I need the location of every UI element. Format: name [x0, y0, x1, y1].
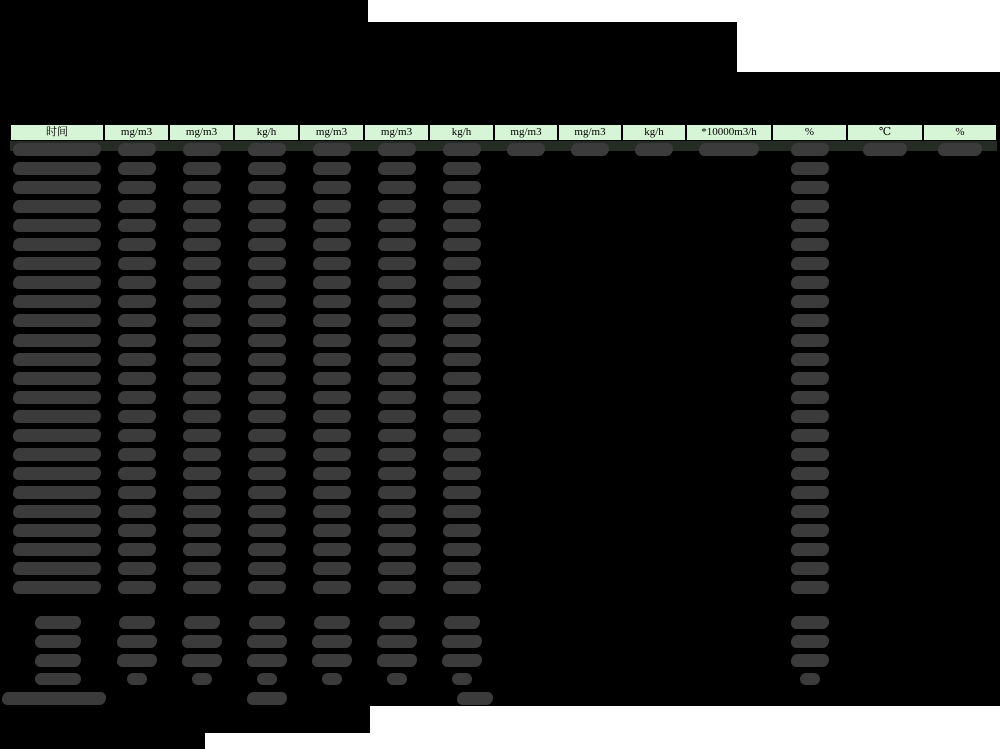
redacted-cell-value [183, 429, 221, 442]
redacted-cell-value [378, 143, 416, 156]
redacted-cell-value [377, 635, 417, 648]
redacted-cell-value [443, 410, 481, 423]
redacted-cell-value [183, 295, 221, 308]
redacted-cell-value [791, 429, 829, 442]
redacted-cell-value [248, 238, 286, 251]
redacted-cell-value [248, 295, 286, 308]
redacted-cell-value [13, 391, 101, 404]
redacted-cell-value [118, 200, 156, 213]
redacted-cell-value [118, 372, 156, 385]
redacted-cell-value [378, 391, 416, 404]
redacted-cell-value [118, 238, 156, 251]
redacted-cell-value [377, 654, 417, 667]
redacted-cell-value [183, 562, 221, 575]
header-cell-col7[interactable]: kg/h [429, 123, 494, 142]
redacted-cell-value [248, 219, 286, 232]
redacted-cell-value [378, 334, 416, 347]
redacted-cell-value [791, 524, 829, 537]
redacted-cell-value [791, 181, 829, 194]
redacted-cell-value [313, 219, 351, 232]
redacted-cell-value [378, 257, 416, 270]
redacted-cell-value [127, 673, 147, 685]
redacted-cell-value [248, 162, 286, 175]
under-header-band [10, 141, 997, 151]
redacted-cell-value [248, 543, 286, 556]
redacted-cell-value [13, 429, 101, 442]
redacted-cell-value [118, 543, 156, 556]
redacted-cell-value [791, 334, 829, 347]
redacted-cell-value [791, 162, 829, 175]
redacted-cell-value [378, 581, 416, 594]
redacted-cell-value [313, 238, 351, 251]
redacted-cell-value [183, 276, 221, 289]
redacted-cell-value [443, 295, 481, 308]
redacted-cell-value [791, 635, 829, 648]
redacted-cell-value [313, 410, 351, 423]
redacted-cell-value [800, 673, 820, 685]
redacted-cell-value [118, 448, 156, 461]
redacted-cell-value [313, 314, 351, 327]
header-cell-col9[interactable]: mg/m3 [558, 123, 622, 142]
redacted-cell-value [791, 314, 829, 327]
redacted-cell-value [118, 410, 156, 423]
header-cell-col10[interactable]: kg/h [622, 123, 686, 142]
redacted-cell-value [13, 581, 101, 594]
redacted-cell-value [248, 181, 286, 194]
redacted-cell-value [791, 372, 829, 385]
redacted-cell-value [443, 448, 481, 461]
redacted-cell-value [13, 486, 101, 499]
redacted-cell-value [183, 143, 221, 156]
redacted-cell-value [457, 692, 493, 705]
redacted-cell-value [378, 162, 416, 175]
redacted-cell-value [118, 295, 156, 308]
sheet-background-top-middle [368, 0, 737, 22]
redacted-cell-value [313, 429, 351, 442]
redacted-cell-value [248, 524, 286, 537]
redacted-cell-value [635, 143, 673, 156]
redacted-cell-value [13, 505, 101, 518]
redacted-cell-value [314, 616, 350, 629]
redacted-cell-value [248, 581, 286, 594]
redacted-cell-value [118, 581, 156, 594]
redacted-cell-value [118, 524, 156, 537]
redacted-cell-value [791, 448, 829, 461]
redacted-cell-value [443, 200, 481, 213]
redacted-cell-value [183, 372, 221, 385]
redacted-cell-value [443, 391, 481, 404]
redacted-cell-value [938, 143, 982, 156]
redacted-cell-value [452, 673, 472, 685]
redacted-cell-value [13, 334, 101, 347]
redacted-cell-value [118, 219, 156, 232]
redacted-cell-value [791, 467, 829, 480]
header-cell-col14[interactable]: % [923, 123, 997, 142]
redacted-cell-value [183, 410, 221, 423]
redacted-cell-value [443, 524, 481, 537]
redacted-cell-value [118, 429, 156, 442]
redacted-cell-value [443, 372, 481, 385]
redacted-cell-value [571, 143, 609, 156]
redacted-cell-value [863, 143, 907, 156]
redacted-cell-value [13, 257, 101, 270]
redacted-cell-value [118, 334, 156, 347]
redacted-cell-value [791, 543, 829, 556]
redacted-cell-value [13, 562, 101, 575]
redacted-cell-value [183, 334, 221, 347]
redacted-cell-value [443, 581, 481, 594]
redacted-cell-value [378, 410, 416, 423]
redacted-cell-value [118, 391, 156, 404]
redacted-cell-value [2, 692, 106, 705]
redacted-cell-value [183, 524, 221, 537]
redacted-cell-value [183, 238, 221, 251]
redacted-cell-value [118, 162, 156, 175]
redacted-cell-value [791, 238, 829, 251]
redacted-cell-value [118, 143, 156, 156]
redacted-cell-value [192, 673, 212, 685]
redacted-cell-value [443, 353, 481, 366]
redacted-cell-value [248, 143, 286, 156]
redacted-cell-value [182, 635, 222, 648]
redacted-cell-value [183, 543, 221, 556]
redacted-cell-value [378, 295, 416, 308]
redacted-cell-value [312, 635, 352, 648]
redacted-cell-value [248, 314, 286, 327]
redacted-cell-value [443, 257, 481, 270]
redacted-cell-value [184, 616, 220, 629]
redacted-cell-value [791, 505, 829, 518]
redacted-cell-value [248, 334, 286, 347]
redacted-cell-value [117, 654, 157, 667]
redacted-cell-value [791, 581, 829, 594]
redacted-cell-value [791, 143, 829, 156]
redacted-cell-value [443, 276, 481, 289]
sheet-background-bottom-right [370, 706, 1000, 749]
redacted-cell-value [35, 673, 81, 685]
redacted-cell-value [248, 353, 286, 366]
header-cell-col6[interactable]: mg/m3 [364, 123, 429, 142]
redacted-cell-value [13, 353, 101, 366]
redacted-cell-value [247, 654, 287, 667]
redacted-cell-value [13, 467, 101, 480]
redacted-cell-value [791, 257, 829, 270]
redacted-cell-value [443, 314, 481, 327]
redacted-cell-value [313, 448, 351, 461]
redacted-cell-value [13, 314, 101, 327]
redacted-cell-value [791, 486, 829, 499]
redacted-cell-value [183, 391, 221, 404]
redacted-cell-value [118, 562, 156, 575]
redacted-cell-value [313, 295, 351, 308]
redacted-cell-value [118, 467, 156, 480]
redacted-cell-value [183, 581, 221, 594]
redacted-cell-value [248, 448, 286, 461]
redacted-cell-value [13, 162, 101, 175]
redacted-cell-value [118, 314, 156, 327]
redacted-cell-value [378, 314, 416, 327]
sheet-background-top-right [737, 0, 1000, 72]
redacted-cell-value [378, 562, 416, 575]
redacted-cell-value [378, 429, 416, 442]
redacted-cell-value [791, 654, 829, 667]
redacted-cell-value [378, 524, 416, 537]
redacted-cell-value [183, 467, 221, 480]
redacted-cell-value [248, 410, 286, 423]
redacted-cell-value [183, 505, 221, 518]
redacted-cell-value [378, 448, 416, 461]
redacted-cell-value [35, 616, 81, 629]
redacted-cell-value [13, 543, 101, 556]
redacted-cell-value [444, 616, 480, 629]
redacted-cell-value [378, 276, 416, 289]
redacted-cell-value [183, 448, 221, 461]
redacted-cell-value [313, 162, 351, 175]
redacted-cell-value [257, 673, 277, 685]
redacted-cell-value [443, 467, 481, 480]
redacted-cell-value [118, 505, 156, 518]
redacted-cell-value [378, 486, 416, 499]
redacted-cell-value [313, 200, 351, 213]
redacted-cell-value [313, 372, 351, 385]
redacted-cell-value [313, 543, 351, 556]
redacted-cell-value [183, 219, 221, 232]
redacted-cell-value [387, 673, 407, 685]
redacted-cell-value [378, 200, 416, 213]
redacted-cell-value [183, 486, 221, 499]
redacted-cell-value [313, 181, 351, 194]
redacted-cell-value [379, 616, 415, 629]
redacted-cell-value [791, 391, 829, 404]
redacted-cell-value [313, 467, 351, 480]
redacted-cell-value [248, 486, 286, 499]
redacted-cell-value [248, 505, 286, 518]
redacted-cell-value [118, 353, 156, 366]
redacted-cell-value [248, 562, 286, 575]
redacted-cell-value [248, 257, 286, 270]
header-cell-col2[interactable]: mg/m3 [104, 123, 169, 142]
redacted-cell-value [699, 143, 759, 156]
header-cell-col3[interactable]: mg/m3 [169, 123, 234, 142]
redacted-cell-value [443, 543, 481, 556]
redacted-cell-value [378, 505, 416, 518]
redacted-cell-value [791, 276, 829, 289]
redacted-cell-value [117, 635, 157, 648]
redacted-cell-value [13, 410, 101, 423]
redacted-cell-value [313, 562, 351, 575]
redacted-cell-value [791, 219, 829, 232]
redacted-cell-value [443, 238, 481, 251]
redacted-cell-value [443, 505, 481, 518]
redacted-cell-value [313, 257, 351, 270]
redacted-cell-value [247, 635, 287, 648]
redacted-cell-value [35, 635, 81, 648]
header-cell-col13[interactable]: ℃ [847, 123, 923, 142]
header-cell-col11[interactable]: *10000m3/h [686, 123, 772, 142]
redacted-cell-value [13, 448, 101, 461]
redacted-cell-value [248, 200, 286, 213]
redacted-cell-value [13, 238, 101, 251]
redacted-cell-value [183, 314, 221, 327]
redacted-cell-value [507, 143, 545, 156]
redacted-cell-value [442, 635, 482, 648]
redacted-cell-value [313, 334, 351, 347]
redacted-cell-value [313, 505, 351, 518]
header-cell-col5[interactable]: mg/m3 [299, 123, 364, 142]
redacted-cell-value [312, 654, 352, 667]
redacted-cell-value [313, 276, 351, 289]
redacted-cell-value [791, 410, 829, 423]
redacted-cell-value [118, 181, 156, 194]
redacted-cell-value [118, 276, 156, 289]
redacted-cell-value [183, 162, 221, 175]
redacted-cell-value [378, 372, 416, 385]
redacted-cell-value [791, 616, 829, 629]
header-cell-col8[interactable]: mg/m3 [494, 123, 558, 142]
redacted-cell-value [791, 200, 829, 213]
redacted-cell-value [443, 562, 481, 575]
redacted-cell-value [378, 219, 416, 232]
redacted-cell-value [378, 181, 416, 194]
redacted-cell-value [313, 581, 351, 594]
redacted-cell-value [791, 353, 829, 366]
redacted-cell-value [183, 181, 221, 194]
redacted-cell-value [248, 372, 286, 385]
sheet-background-bottom-middle [205, 733, 370, 749]
redacted-cell-value [13, 181, 101, 194]
redacted-cell-value [378, 353, 416, 366]
redacted-cell-value [183, 257, 221, 270]
redacted-cell-value [791, 295, 829, 308]
redacted-cell-value [313, 353, 351, 366]
redacted-cell-value [443, 334, 481, 347]
redacted-cell-value [13, 219, 101, 232]
redacted-cell-value [248, 429, 286, 442]
redacted-cell-value [791, 562, 829, 575]
redacted-cell-value [13, 372, 101, 385]
redacted-cell-value [322, 673, 342, 685]
redacted-cell-value [313, 486, 351, 499]
redacted-cell-value [313, 391, 351, 404]
redacted-cell-value [248, 467, 286, 480]
redacted-cell-value [13, 143, 101, 156]
redacted-cell-value [247, 692, 287, 705]
redacted-cell-value [443, 181, 481, 194]
redacted-cell-value [378, 238, 416, 251]
redacted-cell-value [13, 295, 101, 308]
redacted-cell-value [443, 219, 481, 232]
redacted-cell-value [443, 486, 481, 499]
redacted-cell-value [118, 486, 156, 499]
header-cell-col1[interactable]: 时间 [10, 123, 104, 142]
redacted-cell-value [248, 391, 286, 404]
redacted-cell-value [35, 654, 81, 667]
redacted-cell-value [443, 162, 481, 175]
redacted-cell-value [119, 616, 155, 629]
redacted-cell-value [118, 257, 156, 270]
redacted-cell-value [183, 200, 221, 213]
redacted-cell-value [378, 467, 416, 480]
redacted-cell-value [182, 654, 222, 667]
redacted-cell-value [313, 143, 351, 156]
redacted-cell-value [249, 616, 285, 629]
redacted-cell-value [13, 524, 101, 537]
redacted-cell-value [248, 276, 286, 289]
redacted-cell-value [443, 429, 481, 442]
redacted-cell-value [442, 654, 482, 667]
header-cell-col12[interactable]: % [772, 123, 847, 142]
redacted-cell-value [183, 353, 221, 366]
redacted-cell-value [13, 276, 101, 289]
redacted-cell-value [313, 524, 351, 537]
header-cell-col4[interactable]: kg/h [234, 123, 299, 142]
redacted-cell-value [13, 200, 101, 213]
redacted-cell-value [443, 143, 481, 156]
redacted-cell-value [378, 543, 416, 556]
